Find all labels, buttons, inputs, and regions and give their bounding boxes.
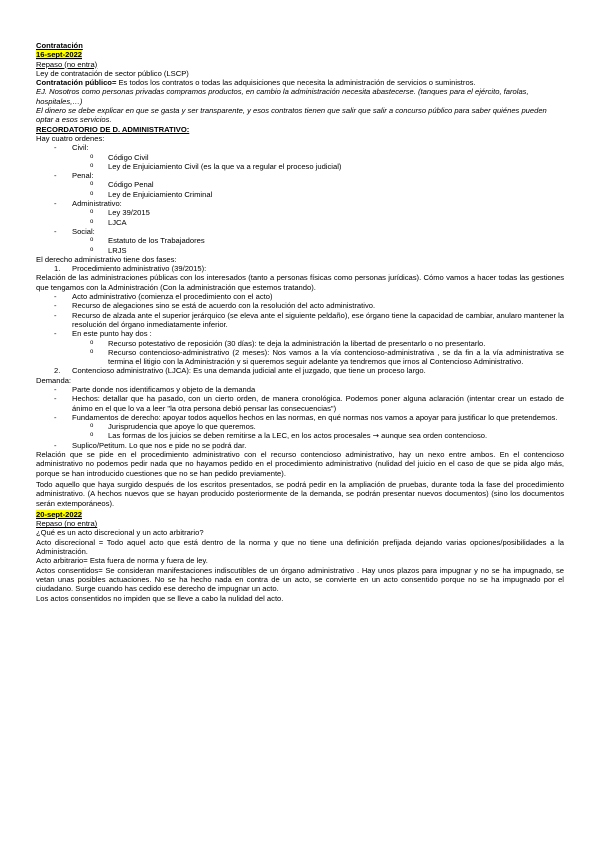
nulidad-paragraph: Los actos consentidos no impiden que se lleve a cabo la nulidad del acto.	[36, 593, 284, 603]
demanda-label: Demanda:	[36, 375, 72, 385]
list-item: - Acto administrativo (comienza el procedimiento con el acto)	[54, 292, 273, 302]
definition-text: Es todos los contratos o todas las adquisiciones que necesita la administración de servicios o suministros.	[116, 78, 476, 88]
arrow-right-icon: →	[372, 431, 380, 441]
fases-intro: El derecho administrativo tiene dos fases:	[36, 254, 177, 264]
list-item: o Código Penal	[90, 180, 154, 190]
list-item: o Estatuto de los Trabajadores	[90, 236, 205, 246]
list-item: - Suplico/Petitum. Lo que nos e pide no se podrá dar.	[54, 440, 247, 450]
arbitrario-paragraph: Acto arbitrario= Esta fuera de norma y fuera de ley.	[36, 556, 208, 566]
definition-paragraph	[36, 78, 564, 87]
consentidos-paragraph: Actos consentidos= Se consideran manifestaciones indiscutibles de un órgano administrativo . Hay unos plazos para impugnar y no se ha impugnado, se vetan unas posibles actuaciones. No se ha hecho nada en contra de un acto, se convierte en un acto consentido porque no se ha impugnado por el ciudadano. Surge cuando has cedido ese derecho de impugnar un acto.	[36, 565, 564, 594]
list-item: o Código Civil	[90, 152, 149, 162]
recordatorio-heading: RECORDATORIO DE D. ADMINISTRATIVO:	[36, 124, 190, 134]
order-civil: - Civil:	[54, 143, 89, 153]
doc-title: Contratación	[36, 41, 83, 50]
date-heading-1: 16-sept-2022	[36, 50, 83, 60]
list-item: o Ley de Enjuiciamiento Civil (es la que va a regular el proceso judicial)	[90, 161, 342, 171]
relacion-paragraph: Relación de las administraciones públicas con los interesados (tanto a personas físicas como personas jurídicas). Cómo vamos a hacer todas las gestiones que tengamos con la Administración (Con la administración que estemos tratando).	[36, 273, 564, 292]
list-item: o Ley de Enjuiciamiento Criminal	[90, 189, 213, 199]
todo-aquello-paragraph: Todo aquello que haya surgido después de los escritos presentados, se podrá pedir en la ampliación de pruebas, durante toda la fase del procedimiento administrativo. (A hechos nuevos que se hayan producido posteriormente de la demanda, se podrán presentar nuevos documentos) (sino los documentos serán extemporáneos).	[36, 479, 564, 508]
order-penal: - Penal:	[54, 171, 94, 181]
list-item: - Hechos: detallar que ha pasado, con un cierto orden, de manera cronológica. Podemos poner alguna aclaración (intentar crear un estado de ánimo en el que lo va a leer "la otra persona debió pensar las consecuencias")	[54, 394, 564, 413]
example-paragraph: EJ. Nosotros como personas privadas compramos productos, en cambio la administración necesita abastecerse. (tanques para el ejército, farolas, hospitales,…)	[36, 87, 529, 106]
date-heading-2: 20-sept-2022	[36, 509, 83, 519]
relacion-final-paragraph: Relación que se pide en el procedimiento administrativo con el recurso contencioso administrativo, hay un nexo entre ambos. En el contencioso administrativo no podemos pedir nada que no hayamos pedido en el procedimiento administrativo (nulidad del juicio en el caso de que se pida algo más, porque se han introducido cuestiones que no se han pedido previamente).	[36, 450, 564, 478]
orders-intro: Hay cuatro ordenes:	[36, 133, 105, 143]
repaso-label-1: Repaso (no entra)	[36, 59, 98, 69]
list-item: o LRJS	[90, 245, 127, 255]
order-social: - Social:	[54, 226, 95, 236]
list-item: o LJCA	[90, 217, 127, 227]
list-item: o Recurso contencioso-administrativo (2 meses): Nos vamos a la vía contencioso-administrativa , se da fin a la vía administrativa se termina el litigio con la Administración y si queremos seguir adelante ya tendremos que irnos al Contencioso Administrativo.	[90, 347, 564, 367]
document-page	[36, 41, 564, 603]
money-paragraph: El dinero se debe explicar en que se gasta y ser transparente, y esos contratos tienen que salir que salir a concurso público para saber quiénes pueden optar a esos servicios.	[36, 106, 547, 125]
list-item: o Ley 39/2015	[90, 208, 150, 218]
ley-line: Ley de contratación de sector público (LSCP)	[36, 68, 189, 78]
list-item: - Recurso de alzada ante el superior jerárquico (se eleva ante el siguiente peldaño), ese órgano tiene la capacidad de cambiar, anularo mantener la resolución del órgano inmediatamente inferior.	[54, 310, 564, 329]
list-item: - Parte donde nos identificamos y objeto de la demanda	[54, 384, 256, 394]
list-item: o Las formas de los juicios se deben remitirse a la LEC, en los actos procesales → aunque sea orden contencioso.	[90, 431, 488, 441]
fase-1: 1. Procedimiento administrativo (39/2015):	[54, 264, 207, 274]
definition-label: Contratación público=	[36, 78, 117, 88]
repaso-label-2: Repaso (no entra)	[36, 519, 98, 529]
question-line: ¿Qué es un acto discrecional y un acto arbitrario?	[36, 528, 204, 538]
discrecional-paragraph: Acto discrecional = Todo aquel acto que está dentro de la norma y que no tiene una definición prefijada dejando varias opciones/posibilidades a la Administración.	[36, 537, 564, 557]
fase-2: 2. Contencioso administrativo (LJCA): Es una demanda judicial ante el juzgado, que tiene un proceso largo.	[54, 366, 426, 376]
list-item: - En este punto hay dos :	[54, 329, 152, 339]
list-item: - Recurso de alegaciones sino se está de acuerdo con la resolución del acto administrativo.	[54, 301, 376, 311]
list-item: o Recurso potestativo de reposición (30 días): te deja la administración la libertad de presentarlo o no presentarlo.	[90, 338, 486, 348]
list-item: o Jurisprudencia que apoye lo que queremos.	[90, 422, 256, 432]
list-item: - Fundamentos de derecho: apoyar todos aquellos hechos en las normas, en qué normas nos vamos a apoyar para justificar lo que pretendemos.	[54, 412, 558, 422]
order-administrativo: - Administrativo:	[54, 199, 122, 209]
